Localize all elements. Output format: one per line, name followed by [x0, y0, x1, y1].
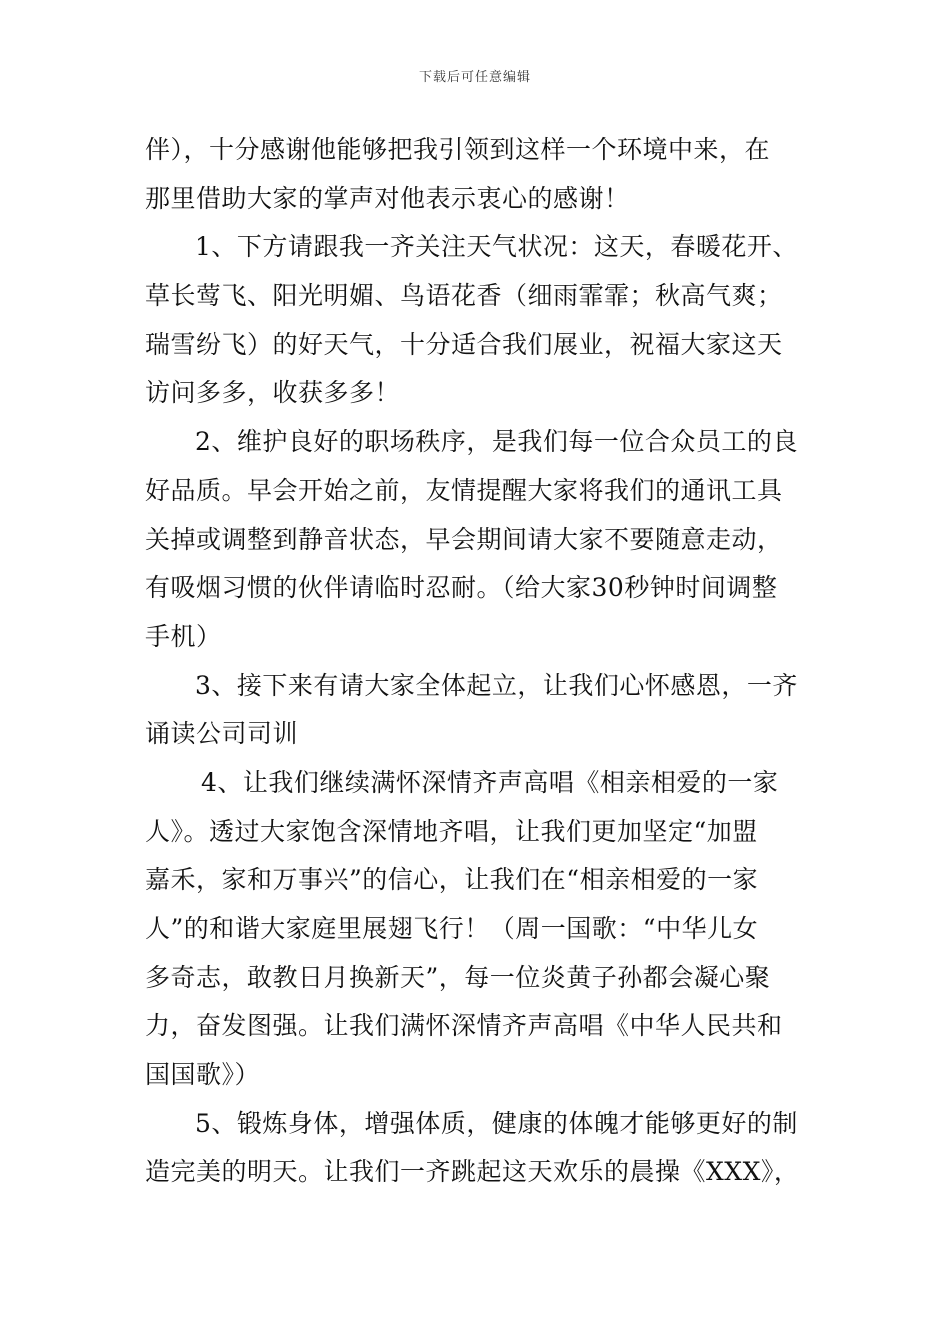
text-line: 那里借助大家的掌声对他表示衷心的感谢！	[145, 183, 630, 213]
text-line: 伴），十分感谢他能够把我引领到这样一个环境中来，在	[145, 135, 771, 164]
text-line: 有吸烟习惯的伙伴请临时忍耐。（给大家30秒钟时间调整	[145, 573, 778, 603]
text-line: 人”的和谐大家庭里展翅飞行！（周一国歌：“中华儿女	[145, 914, 759, 943]
paragraph-1-start: 1、下方请跟我一齐关注天气状况：这天，春暖花开、	[195, 232, 798, 262]
text-line: 嘉禾，家和万事兴”的信心，让我们在“相亲相爱的一家	[145, 865, 759, 895]
paragraph-5-start: 5、锻炼身体，增强体质，健康的体魄才能够更好的制	[195, 1108, 798, 1138]
text-line: 诵读公司司训	[145, 719, 299, 749]
document-body	[145, 126, 810, 1197]
text-line: 瑞雪纷飞）的好天气，十分适合我们展业，祝福大家这天	[145, 329, 783, 359]
header-note: 下载后可任意编辑	[418, 70, 531, 85]
paragraph-2-start: 2、维护良好的职场秩序，是我们每一位合众员工的良	[195, 427, 798, 457]
paragraph-3-start: 3、接下来有请大家全体起立，让我们心怀感恩，一齐	[195, 670, 798, 700]
text-line: 国国歌》）	[145, 1060, 261, 1090]
text-line: 手机）	[145, 621, 222, 651]
paragraph-4-start: 4、让我们继续满怀深情齐声高唱《相亲相爱的一家	[201, 767, 779, 797]
text-line: 好品质。早会开始之前，友情提醒大家将我们的通讯工具	[145, 475, 783, 505]
text-line: 力，奋发图强。让我们满怀深情齐声高唱《中华人民共和	[145, 1011, 783, 1041]
text-line: 关掉或调整到静音状态，早会期间请大家不要随意走动，	[145, 524, 783, 554]
text-line: 草长莺飞、阳光明媚、鸟语花香（细雨霏霏；秋高气爽；	[145, 281, 783, 311]
text-line: 访问多多，收获多多！	[145, 378, 401, 408]
text-line: 人》。透过大家饱含深情地齐唱，让我们更加坚定“加盟	[145, 816, 758, 846]
text-line: 造完美的明天。让我们一齐跳起这天欢乐的晨操《XXX》，	[145, 1157, 800, 1187]
text-line: 多奇志，敢教日月换新天”，每一位炎黄子孙都会凝心聚	[145, 962, 771, 992]
